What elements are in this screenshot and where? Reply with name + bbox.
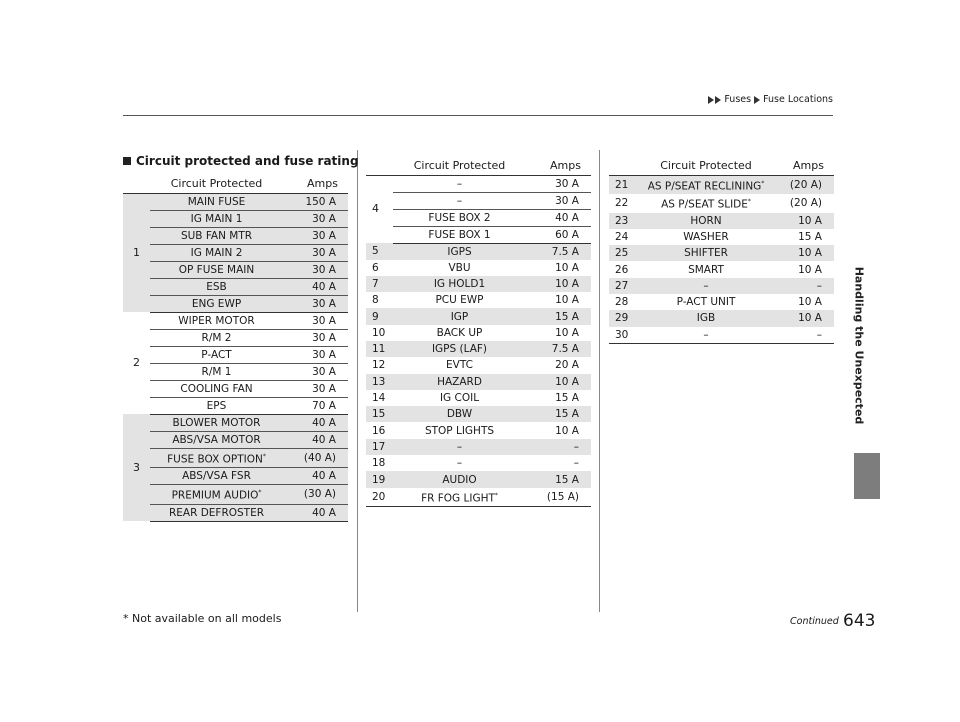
table-row <box>123 448 348 468</box>
header-circuit: Circuit Protected <box>636 157 776 175</box>
arrow-right-icon <box>754 96 760 104</box>
group-label: 2 <box>133 356 140 369</box>
square-bullet-icon <box>123 157 131 165</box>
amps-cell: 15 A <box>526 471 591 487</box>
table-row <box>123 210 348 227</box>
fuse-number: 27 <box>609 278 636 294</box>
table-row <box>366 325 591 341</box>
circuit-cell: ABS/VSA MOTOR <box>150 431 283 448</box>
table-row <box>123 346 348 363</box>
footnote: * Not available on all models <box>123 612 282 625</box>
amps-cell: 10 A <box>555 326 579 339</box>
amps-cell: 10 A <box>798 263 822 276</box>
circuit-cell: COOLING FAN <box>150 380 283 397</box>
circuit-cell: IG MAIN 2 <box>150 244 283 261</box>
fuse-number: 22 <box>615 197 629 210</box>
fuse-number: 18 <box>372 457 386 470</box>
fuse-number: 7 <box>366 276 393 292</box>
fuse-number: 9 <box>366 308 393 324</box>
fuse-table-1 <box>123 175 348 522</box>
amps-cell: (15 A) <box>526 488 591 507</box>
amps-cell: 30 A <box>283 244 348 261</box>
table-row <box>123 468 348 485</box>
fuse-number: 17 <box>366 439 393 455</box>
circuit-cell: WASHER <box>683 230 729 243</box>
amps-cell: 30 A <box>283 329 348 346</box>
amps-cell: 15 A <box>555 392 579 405</box>
table-row <box>609 327 834 344</box>
table-row <box>366 175 591 192</box>
table-row <box>366 357 591 373</box>
circuit-text: AS P/SEAT RECLINING <box>647 180 762 192</box>
circuit-cell: – <box>393 192 526 209</box>
page-number: 643 <box>843 611 876 631</box>
amps-cell: 10 A <box>555 261 579 274</box>
amps-cell: (20 A) <box>789 197 822 210</box>
footnote-marker: * <box>747 198 751 205</box>
amps-cell: 30 A <box>283 227 348 244</box>
circuit-cell: HAZARD <box>393 374 526 390</box>
circuit-cell: AUDIO <box>393 471 526 487</box>
table-row <box>366 390 591 406</box>
continued-label: Continued <box>790 616 839 627</box>
table-row <box>366 439 591 455</box>
circuit-cell: MAIN FUSE <box>150 193 283 210</box>
fuse-number: 28 <box>615 296 629 309</box>
table-row <box>366 209 591 226</box>
fuse-number: 14 <box>372 392 386 405</box>
header-group <box>123 175 150 193</box>
circuit-cell: – <box>456 177 463 190</box>
circuit-cell: ABS/VSA FSR <box>150 468 283 485</box>
fuse-number: 29 <box>609 310 636 326</box>
fuse-number: 26 <box>615 263 629 276</box>
breadcrumb <box>708 94 833 105</box>
amps-cell: – <box>776 278 834 294</box>
table-row <box>366 192 591 209</box>
circuit-cell: SMART <box>688 263 724 276</box>
amps-cell: 150 A <box>283 193 348 210</box>
table-row <box>123 329 348 346</box>
table-row <box>609 175 834 194</box>
arrow-right-icon <box>715 96 721 104</box>
amps-cell: 30 A <box>283 363 348 380</box>
section-title <box>123 154 359 168</box>
header-amps: Amps <box>283 175 348 193</box>
circuit-text: AS P/SEAT SLIDE <box>661 198 748 211</box>
amps-cell: 40 A <box>283 504 348 521</box>
amps-cell: 7.5 A <box>526 341 591 357</box>
amps-cell: 10 A <box>526 276 591 292</box>
group-label: 1 <box>123 193 150 312</box>
circuit-cell: SHIFTER <box>636 245 776 261</box>
table-row <box>366 292 591 308</box>
circuit-cell: P-ACT <box>150 346 283 363</box>
circuit-cell: IG COIL <box>439 392 480 405</box>
circuit-cell <box>636 194 776 213</box>
table-row <box>123 227 348 244</box>
header-num <box>609 157 636 175</box>
table-row <box>366 276 591 292</box>
table-row <box>123 244 348 261</box>
table-row <box>609 294 834 310</box>
column-divider <box>599 150 600 612</box>
table-row <box>609 278 834 294</box>
table-row <box>366 341 591 357</box>
table-row <box>609 229 834 245</box>
table-row <box>123 193 348 210</box>
amps-cell: 20 A <box>555 359 579 372</box>
fuse-number: 21 <box>609 175 636 194</box>
circuit-cell: BLOWER MOTOR <box>150 414 283 431</box>
side-tab-marker <box>854 453 880 499</box>
table-header-row <box>609 157 834 175</box>
circuit-text: FUSE BOX OPTION <box>167 453 263 465</box>
table-header-row <box>123 175 348 193</box>
circuit-cell: – <box>393 439 526 455</box>
table-row <box>366 308 591 324</box>
circuit-cell <box>150 485 283 505</box>
table-row <box>609 310 834 326</box>
fuse-number: 30 <box>609 327 636 344</box>
header-amps: Amps <box>526 157 591 175</box>
table-header-row <box>366 157 591 175</box>
amps-cell: 60 A <box>526 226 591 243</box>
fuse-number: 24 <box>615 230 629 243</box>
circuit-cell: – <box>456 457 463 470</box>
circuit-text: FR FOG LIGHT <box>421 492 495 505</box>
amps-cell: – <box>573 457 579 470</box>
arrow-right-icon <box>708 96 714 104</box>
circuit-cell: EVTC <box>446 359 473 372</box>
side-tab <box>843 210 875 480</box>
breadcrumb-item-fuses[interactable]: Fuses <box>724 94 752 105</box>
fuse-number: 10 <box>372 326 386 339</box>
side-tab-label: Handling the Unexpected <box>852 266 866 424</box>
circuit-cell: IG MAIN 1 <box>150 210 283 227</box>
table-row <box>609 194 834 213</box>
circuit-cell: IGP <box>393 308 526 324</box>
table-row <box>366 471 591 487</box>
table-row <box>123 380 348 397</box>
footnote-marker: * <box>262 452 266 460</box>
amps-cell: 40 A <box>283 431 348 448</box>
amps-cell: 30 A <box>526 192 591 209</box>
circuit-cell: FUSE BOX 2 <box>393 209 526 226</box>
fuse-number: 13 <box>366 374 393 390</box>
amps-cell: 40 A <box>283 278 348 295</box>
circuit-cell: DBW <box>393 406 526 422</box>
amps-cell: 10 A <box>776 213 834 229</box>
circuit-cell: WIPER MOTOR <box>178 314 255 327</box>
group-label: 4 <box>372 202 379 216</box>
table-row <box>123 397 348 414</box>
amps-cell: 10 A <box>776 310 834 326</box>
circuit-cell: STOP LIGHTS <box>424 424 495 437</box>
amps-cell: 40 A <box>283 414 348 431</box>
fuse-number: 25 <box>609 245 636 261</box>
section-title-text: Circuit protected and fuse rating <box>136 154 359 168</box>
fuse-number: 5 <box>366 243 393 260</box>
amps-cell: 10 A <box>798 296 822 309</box>
fuse-number: 15 <box>366 406 393 422</box>
amps-cell: (20 A) <box>776 175 834 194</box>
header-amps: Amps <box>776 157 834 175</box>
amps-cell: 70 A <box>283 397 348 414</box>
circuit-cell: EPS <box>150 397 283 414</box>
circuit-cell: IGPS (LAF) <box>393 341 526 357</box>
amps-cell: (30 A) <box>283 485 348 505</box>
circuit-text: PREMIUM AUDIO <box>171 489 259 502</box>
fuse-number: 11 <box>366 341 393 357</box>
table-row <box>366 422 591 438</box>
header-circuit: Circuit Protected <box>393 157 526 175</box>
circuit-cell: ENG EWP <box>150 295 283 312</box>
circuit-cell <box>393 488 526 507</box>
amps-cell: 15 A <box>526 406 591 422</box>
fuse-table-3 <box>609 157 834 344</box>
circuit-cell: FUSE BOX 1 <box>393 226 526 243</box>
amps-cell: – <box>776 327 834 344</box>
table-row <box>123 504 348 521</box>
table-row <box>366 243 591 260</box>
table-row <box>123 278 348 295</box>
amps-cell: 10 A <box>776 245 834 261</box>
table-row <box>366 488 591 507</box>
table-row <box>609 213 834 229</box>
fuse-number: 16 <box>372 424 386 437</box>
amps-cell: 30 A <box>283 295 348 312</box>
amps-cell: 30 A <box>312 314 336 327</box>
fuse-number: 8 <box>372 294 379 307</box>
amps-cell: 10 A <box>555 294 579 307</box>
circuit-cell <box>150 448 283 468</box>
breadcrumb-item-fuse-locations[interactable]: Fuse Locations <box>763 94 833 105</box>
group-label: 3 <box>123 414 150 521</box>
footnote-marker: * <box>761 179 765 187</box>
amps-cell: 30 A <box>283 261 348 278</box>
circuit-cell: IGPS <box>393 243 526 260</box>
table-row <box>609 245 834 261</box>
footnote-marker: * <box>258 489 262 496</box>
circuit-cell: – <box>636 278 776 294</box>
circuit-cell: BACK UP <box>436 326 483 339</box>
circuit-cell: REAR DEFROSTER <box>150 504 283 521</box>
table-row <box>366 455 591 471</box>
amps-cell: 40 A <box>283 468 348 485</box>
fuse-table-1-body <box>123 193 348 521</box>
table-row <box>123 363 348 380</box>
amps-cell: 15 A <box>798 230 822 243</box>
amps-cell: 10 A <box>555 424 579 437</box>
circuit-cell: – <box>636 327 776 344</box>
amps-cell: (40 A) <box>283 448 348 468</box>
circuit-cell: P-ACT UNIT <box>676 296 736 309</box>
amps-cell: 30 A <box>283 380 348 397</box>
circuit-cell: R/M 2 <box>150 329 283 346</box>
table-row <box>366 226 591 243</box>
circuit-cell: HORN <box>636 213 776 229</box>
amps-cell: – <box>526 439 591 455</box>
table-row <box>366 260 591 276</box>
table-row <box>123 431 348 448</box>
fuse-number: 6 <box>372 261 379 274</box>
amps-cell: 30 A <box>283 346 348 363</box>
fuse-table-2-body <box>366 175 591 507</box>
table-row <box>123 261 348 278</box>
header-circuit: Circuit Protected <box>150 175 283 193</box>
header-num <box>366 157 393 175</box>
circuit-cell: ESB <box>150 278 283 295</box>
header-rule <box>123 115 833 116</box>
circuit-cell: OP FUSE MAIN <box>150 261 283 278</box>
circuit-cell: SUB FAN MTR <box>150 227 283 244</box>
table-row <box>123 485 348 505</box>
circuit-cell: VBU <box>448 261 471 274</box>
footnote-marker: * <box>494 491 498 499</box>
amps-cell: 7.5 A <box>526 243 591 260</box>
fuse-table-2 <box>366 157 591 507</box>
table-row <box>366 374 591 390</box>
table-row <box>366 406 591 422</box>
circuit-cell <box>636 175 776 194</box>
amps-cell: 15 A <box>526 308 591 324</box>
amps-cell: 40 A <box>526 209 591 226</box>
fuse-number: 12 <box>372 359 386 372</box>
circuit-cell: IGB <box>636 310 776 326</box>
fuse-number: 19 <box>366 471 393 487</box>
amps-cell: 30 A <box>555 177 579 190</box>
circuit-cell: PCU EWP <box>435 294 484 307</box>
table-row <box>609 261 834 277</box>
column-divider <box>357 150 358 612</box>
table-row <box>123 295 348 312</box>
amps-cell: 10 A <box>526 374 591 390</box>
amps-cell: 30 A <box>283 210 348 227</box>
table-row <box>123 312 348 329</box>
circuit-cell: R/M 1 <box>150 363 283 380</box>
table-row <box>123 414 348 431</box>
fuse-number: 23 <box>609 213 636 229</box>
fuse-table-3-body <box>609 175 834 343</box>
fuse-number: 20 <box>366 488 393 507</box>
circuit-cell: IG HOLD1 <box>393 276 526 292</box>
